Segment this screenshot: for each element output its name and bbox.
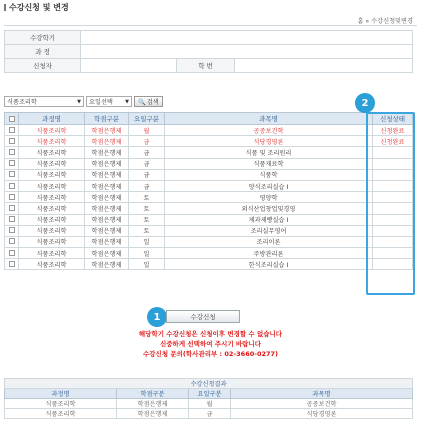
row-checkbox-cell[interactable] [5, 158, 19, 169]
subject-cell: 식품재료학 [165, 158, 373, 169]
row-checkbox-cell[interactable] [5, 192, 19, 203]
course-cell: 식품조리학 [19, 192, 85, 203]
subject-cell: 제과제빵실습 I [165, 214, 373, 225]
select-all-checkbox[interactable] [9, 116, 15, 122]
row-checkbox[interactable] [9, 250, 15, 256]
row-checkbox-cell[interactable] [5, 236, 19, 247]
course-table [4, 112, 413, 270]
row-checkbox-cell[interactable] [5, 259, 19, 270]
magnifier-icon: 🔍 [138, 98, 146, 106]
enroll-button[interactable]: 수강신청 [166, 310, 240, 323]
course-cell: 식품조리학 [19, 180, 85, 191]
result-course-cell: 식품조리학 [5, 399, 117, 409]
credit-cell: 학점은행제 [85, 248, 129, 259]
table-row[interactable] [5, 214, 413, 225]
subject-cell: 공중보건학 [165, 125, 373, 136]
course-cell: 식품조리학 [19, 147, 85, 158]
callout-2-badge: 2 [355, 93, 375, 113]
result-day-cell: 금 [189, 409, 231, 419]
filter-bar [4, 96, 163, 107]
subject-cell: 식당경영론 [165, 136, 373, 147]
page-title-text: 수강신청 및 변경 [9, 3, 69, 12]
result-header-day: 요일구분 [189, 389, 231, 399]
table-row[interactable] [5, 225, 413, 236]
row-checkbox[interactable] [9, 127, 15, 133]
semester-label: 수강학기 [5, 31, 81, 45]
credit-cell: 학점은행제 [85, 214, 129, 225]
day-cell: 토 [129, 203, 165, 214]
row-checkbox[interactable] [9, 183, 15, 189]
credit-cell: 학점은행제 [85, 125, 129, 136]
semester-value [81, 31, 413, 45]
subject-cell: 영양학 [165, 192, 373, 203]
result-course-cell: 식품조리학 [5, 409, 117, 419]
chevron-down-icon: ▼ [125, 98, 129, 105]
chevron-down-icon: ▼ [77, 98, 81, 105]
credit-cell: 학점은행제 [85, 158, 129, 169]
credit-cell: 학점은행제 [85, 225, 129, 236]
row-checkbox-cell[interactable] [5, 248, 19, 259]
row-checkbox[interactable] [9, 216, 15, 222]
applicant-label: 신청자 [5, 59, 81, 73]
enrollment-info-table [4, 30, 413, 73]
table-row[interactable] [5, 158, 413, 169]
course-cell: 식품조리학 [19, 158, 85, 169]
result-header-subject: 과목명 [231, 389, 413, 399]
col-header-course: 과정명 [19, 113, 85, 125]
course-select[interactable] [4, 96, 84, 107]
col-header-day: 요일구분 [129, 113, 165, 125]
enrollment-result-table [4, 378, 413, 419]
table-row[interactable] [5, 169, 413, 180]
subject-cell: 조리이론 [165, 236, 373, 247]
notice-line-2: 신중하게 선택하여 주시기 바랍니다 [160, 340, 261, 348]
row-checkbox[interactable] [9, 205, 15, 211]
credit-cell: 학점은행제 [85, 169, 129, 180]
notice-line-1: 해당학기 수강신청은 신청이후 변경할 수 없습니다 [138, 330, 283, 338]
day-cell: 금 [129, 136, 165, 147]
credit-cell: 학점은행제 [85, 259, 129, 270]
result-credit-cell: 학점은행제 [117, 399, 189, 409]
notice-line-3: 수강신청 문의(학사관리부 : 02-3660-0277) [142, 350, 279, 358]
course-value [81, 45, 413, 59]
course-cell: 식품조리학 [19, 125, 85, 136]
result-caption: 수강신청결과 [5, 379, 413, 389]
row-checkbox[interactable] [9, 171, 15, 177]
course-cell: 식품조리학 [19, 259, 85, 270]
credit-cell: 학점은행제 [85, 236, 129, 247]
row-checkbox[interactable] [9, 138, 15, 144]
callout-1-badge: 1 [147, 307, 167, 327]
status-column-highlight [366, 112, 415, 295]
col-header-credit: 학점구분 [85, 113, 129, 125]
row-checkbox[interactable] [9, 261, 15, 267]
result-day-cell: 월 [189, 399, 231, 409]
table-row[interactable] [5, 236, 413, 247]
course-select-value: 식품조리학 [7, 99, 37, 106]
course-cell: 식품조리학 [19, 214, 85, 225]
status-cell: 신청완료 [373, 136, 413, 147]
day-cell: 토 [129, 192, 165, 203]
row-checkbox-cell[interactable] [5, 203, 19, 214]
row-checkbox[interactable] [9, 227, 15, 233]
search-button[interactable] [134, 96, 163, 107]
row-checkbox[interactable] [9, 149, 15, 155]
col-header-subject: 과목명 [165, 113, 373, 125]
table-row[interactable] [5, 248, 413, 259]
day-cell: 금 [129, 147, 165, 158]
course-label: 과 정 [5, 45, 81, 59]
table-row[interactable] [5, 259, 413, 270]
result-row [5, 399, 413, 409]
row-checkbox[interactable] [9, 238, 15, 244]
subject-cell: 주방관리론 [165, 248, 373, 259]
table-row[interactable] [5, 147, 413, 158]
subject-cell: 식품학 [165, 169, 373, 180]
day-cell: 일 [129, 259, 165, 270]
row-checkbox[interactable] [9, 160, 15, 166]
row-checkbox[interactable] [9, 194, 15, 200]
subject-cell: 조리실무영어 [165, 225, 373, 236]
course-cell: 식품조리학 [19, 225, 85, 236]
credit-cell: 학점은행제 [85, 203, 129, 214]
day-cell: 토 [129, 214, 165, 225]
row-checkbox-cell[interactable] [5, 214, 19, 225]
day-select[interactable] [86, 96, 132, 107]
result-subject-cell: 식당경영론 [231, 409, 413, 419]
row-checkbox-cell[interactable] [5, 147, 19, 158]
row-checkbox-cell[interactable] [5, 180, 19, 191]
day-cell: 금 [129, 158, 165, 169]
result-subject-cell: 공중보건학 [231, 399, 413, 409]
day-cell: 금 [129, 180, 165, 191]
course-cell: 식품조리학 [19, 169, 85, 180]
course-cell: 식품조리학 [19, 203, 85, 214]
select-all-header[interactable] [5, 113, 19, 125]
table-row[interactable] [5, 136, 413, 147]
result-credit-cell: 학점은행제 [117, 409, 189, 419]
subject-cell: 양식조리실습 I [165, 180, 373, 191]
day-cell: 일 [129, 248, 165, 259]
breadcrumb: 홈 » 수강신청및변경 [357, 18, 413, 25]
credit-cell: 학점은행제 [85, 136, 129, 147]
table-row[interactable] [5, 180, 413, 191]
table-row[interactable] [5, 125, 413, 136]
subject-cell: 외식산업창업및경영 [165, 203, 373, 214]
course-cell: 식품조리학 [19, 248, 85, 259]
subject-cell: 식품 및 조리원리 [165, 147, 373, 158]
subject-cell: 한식조리실습 I [165, 259, 373, 270]
result-header-credit: 학점구분 [117, 389, 189, 399]
day-cell: 토 [129, 225, 165, 236]
table-row[interactable] [5, 203, 413, 214]
result-row [5, 409, 413, 419]
course-cell: 식품조리학 [19, 236, 85, 247]
credit-cell: 학점은행제 [85, 180, 129, 191]
search-button-label: 검색 [146, 99, 159, 106]
student-id-label: 학 번 [177, 59, 235, 73]
divider [4, 25, 417, 26]
row-checkbox-cell[interactable] [5, 136, 19, 147]
course-cell: 식품조리학 [19, 136, 85, 147]
col-header-status: 신청상태 [373, 113, 413, 125]
title-bar-icon [4, 4, 6, 11]
table-row[interactable] [5, 192, 413, 203]
student-id-value [235, 59, 413, 73]
day-select-value: 요일선택 [89, 99, 113, 106]
day-cell: 월 [129, 125, 165, 136]
day-cell: 금 [129, 169, 165, 180]
row-checkbox-cell[interactable] [5, 125, 19, 136]
result-header-course: 과정명 [5, 389, 117, 399]
status-cell: 신청완료 [373, 125, 413, 136]
row-checkbox-cell[interactable] [5, 169, 19, 180]
credit-cell: 학점은행제 [85, 192, 129, 203]
applicant-value [81, 59, 177, 73]
credit-cell: 학점은행제 [85, 147, 129, 158]
row-checkbox-cell[interactable] [5, 225, 19, 236]
day-cell: 일 [129, 236, 165, 247]
page-title [4, 2, 69, 13]
